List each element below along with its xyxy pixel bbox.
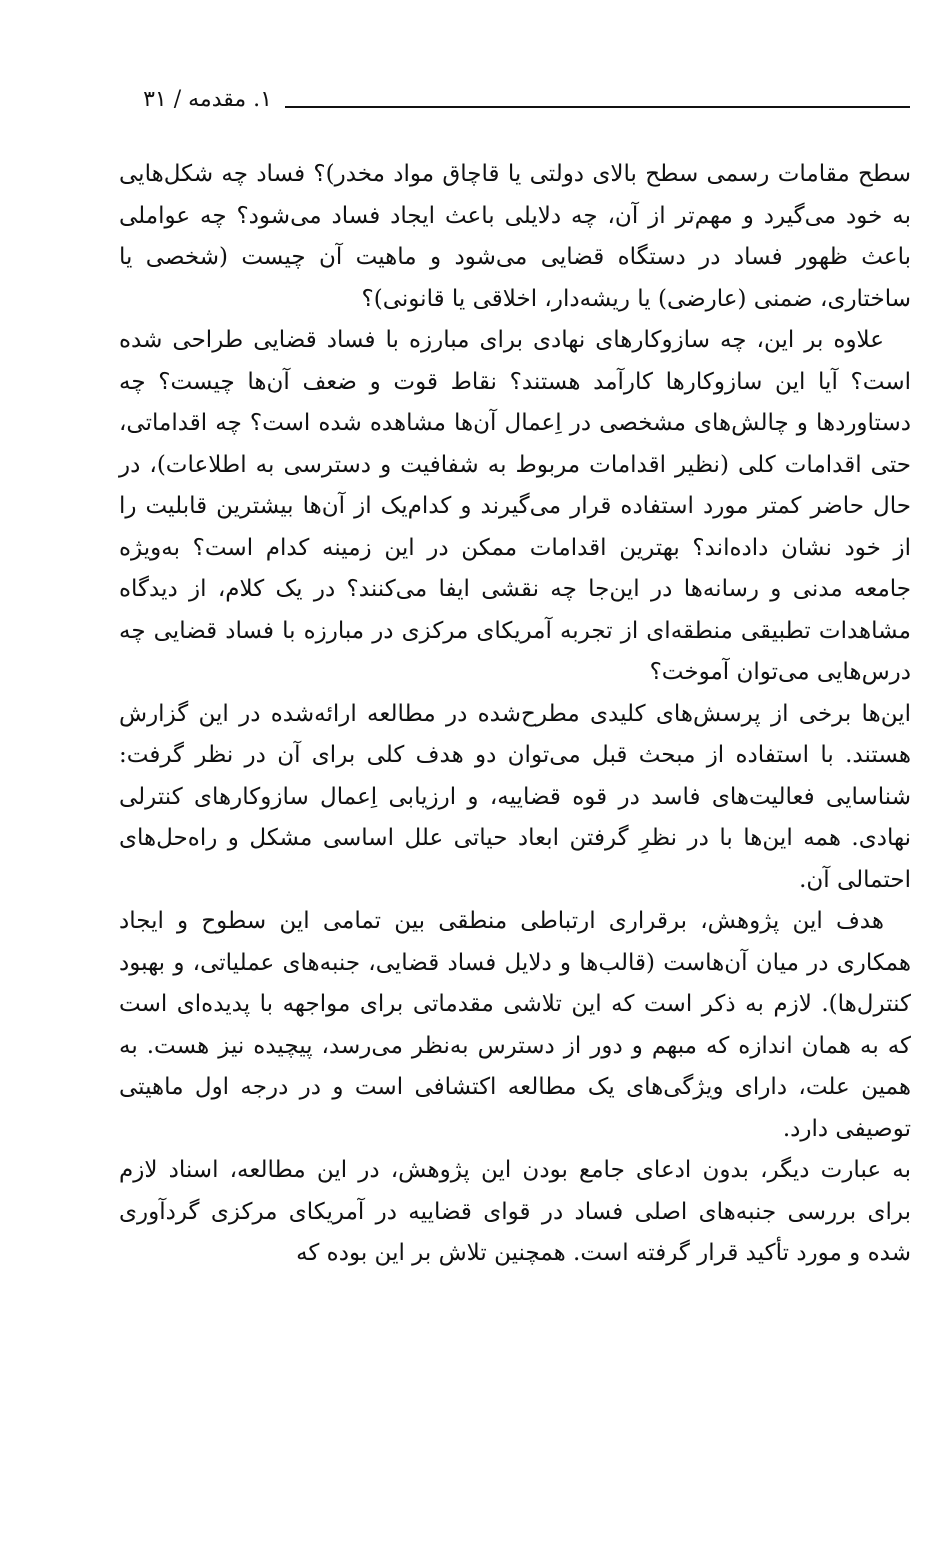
header-rule (285, 106, 910, 108)
paragraph-other-words: به عبارت دیگر، بدون ادعای جامع بودن این پژوهش، در این مطالعه، اسناد لازم برای بررسی جنبه‌های اصلی فساد در قوای قضاییه در آمریکای مرکزی گردآوری شده و مورد تأکید قرار گرفته است. همچنین تلاش بر این بوده که (119, 1157, 911, 1266)
paragraph-continuation: سطح مقامات رسمی سطح بالای دولتی یا قاچاق مواد مخدر)؟ فساد چه شکل‌هایی به خود می‌گیرد و مهم‌تر از آن، چه دلایلی باعث ایجاد فساد می‌شود؟ چه عواملی باعث ظهور فساد در دستگاه قضایی می‌شود و ماهیت آن چیست (شخصی یا ساختاری، ضمنی (عارضی) یا ریشه‌دار، اخلاقی یا قانونی)؟ (119, 161, 911, 312)
paragraph-key-questions: این‌ها برخی از پرسش‌های کلیدی مطرح‌شده در مطالعه ارائه‌شده در این گزارش هستند. با استفاده از مبحث قبل می‌توان دو هدف کلی برای آن در نظر گرفت: شناسایی فعالیت‌های فاسد در قوه قضاییه، و ارزیابی اِعمال سازوکارهای کنترلی نهادی. همه این‌ها با در نظرِ گرفتن ابعاد حیاتی علل اساسی مشکل و راه‌حل‌های احتمالی آن. (119, 700, 911, 893)
paragraph-research-goal: هدف این پژوهش، برقراری ارتباطی منطقی بین تمامی این سطوح و ایجاد همکاری در میان آن‌هاست (قالب‌ها و دلایل فساد قضایی، جنبه‌های عملیاتی، و بهبود کنترل‌ها). لازم به ذکر است که این تلاشی مقدماتی برای مواجهه با پدیده‌ای است که به همان اندازه که مبهم و دور از دسترس به‌نظر می‌رسد، پیچیده نیز هست. به همین علت، دارای ویژگی‌های یک مطالعه اکتشافی است و در درجه اول ماهیتی توصیفی دارد. (119, 908, 911, 1142)
running-header (40, 82, 950, 122)
paragraph-questions-mechanisms: علاوه بر این، چه سازوکارهای نهادی برای مبارزه با فساد قضایی طراحی شده است؟ آیا این سازوکارها کارآمد هستند؟ نقاط قوت و ضعف آن‌ها چیست؟ چه دستاوردها و چالش‌های مشخصی در اِعمال آن‌ها مشاهده شده است؟ چه اقداماتی، حتی اقدامات کلی (نظیر اقدامات مربوط به شفافیت و دسترسی به اطلاعات)، در حال حاضر کمتر مورد استفاده قرار می‌گیرند و کدام‌یک از آن‌ها بیشترین قابلیت را از خود نشان داده‌اند؟ بهترین اقدامات ممکن در این زمینه کدام است؟ به‌ویژه جامعه مدنی و رسانه‌ها در این‌جا چه نقشی ایفا می‌کنند؟ در یک کلام، از دیدگاه مشاهدات تطبیقی منطقه‌ای از تجربه آمریکای مرکزی در مبارزه با فساد قضایی چه درس‌هایی می‌توان آموخت؟ (119, 327, 911, 685)
running-head-chapter-page: ۱. مقدمه / ۳۱ (143, 87, 272, 112)
body-text (119, 154, 911, 1275)
